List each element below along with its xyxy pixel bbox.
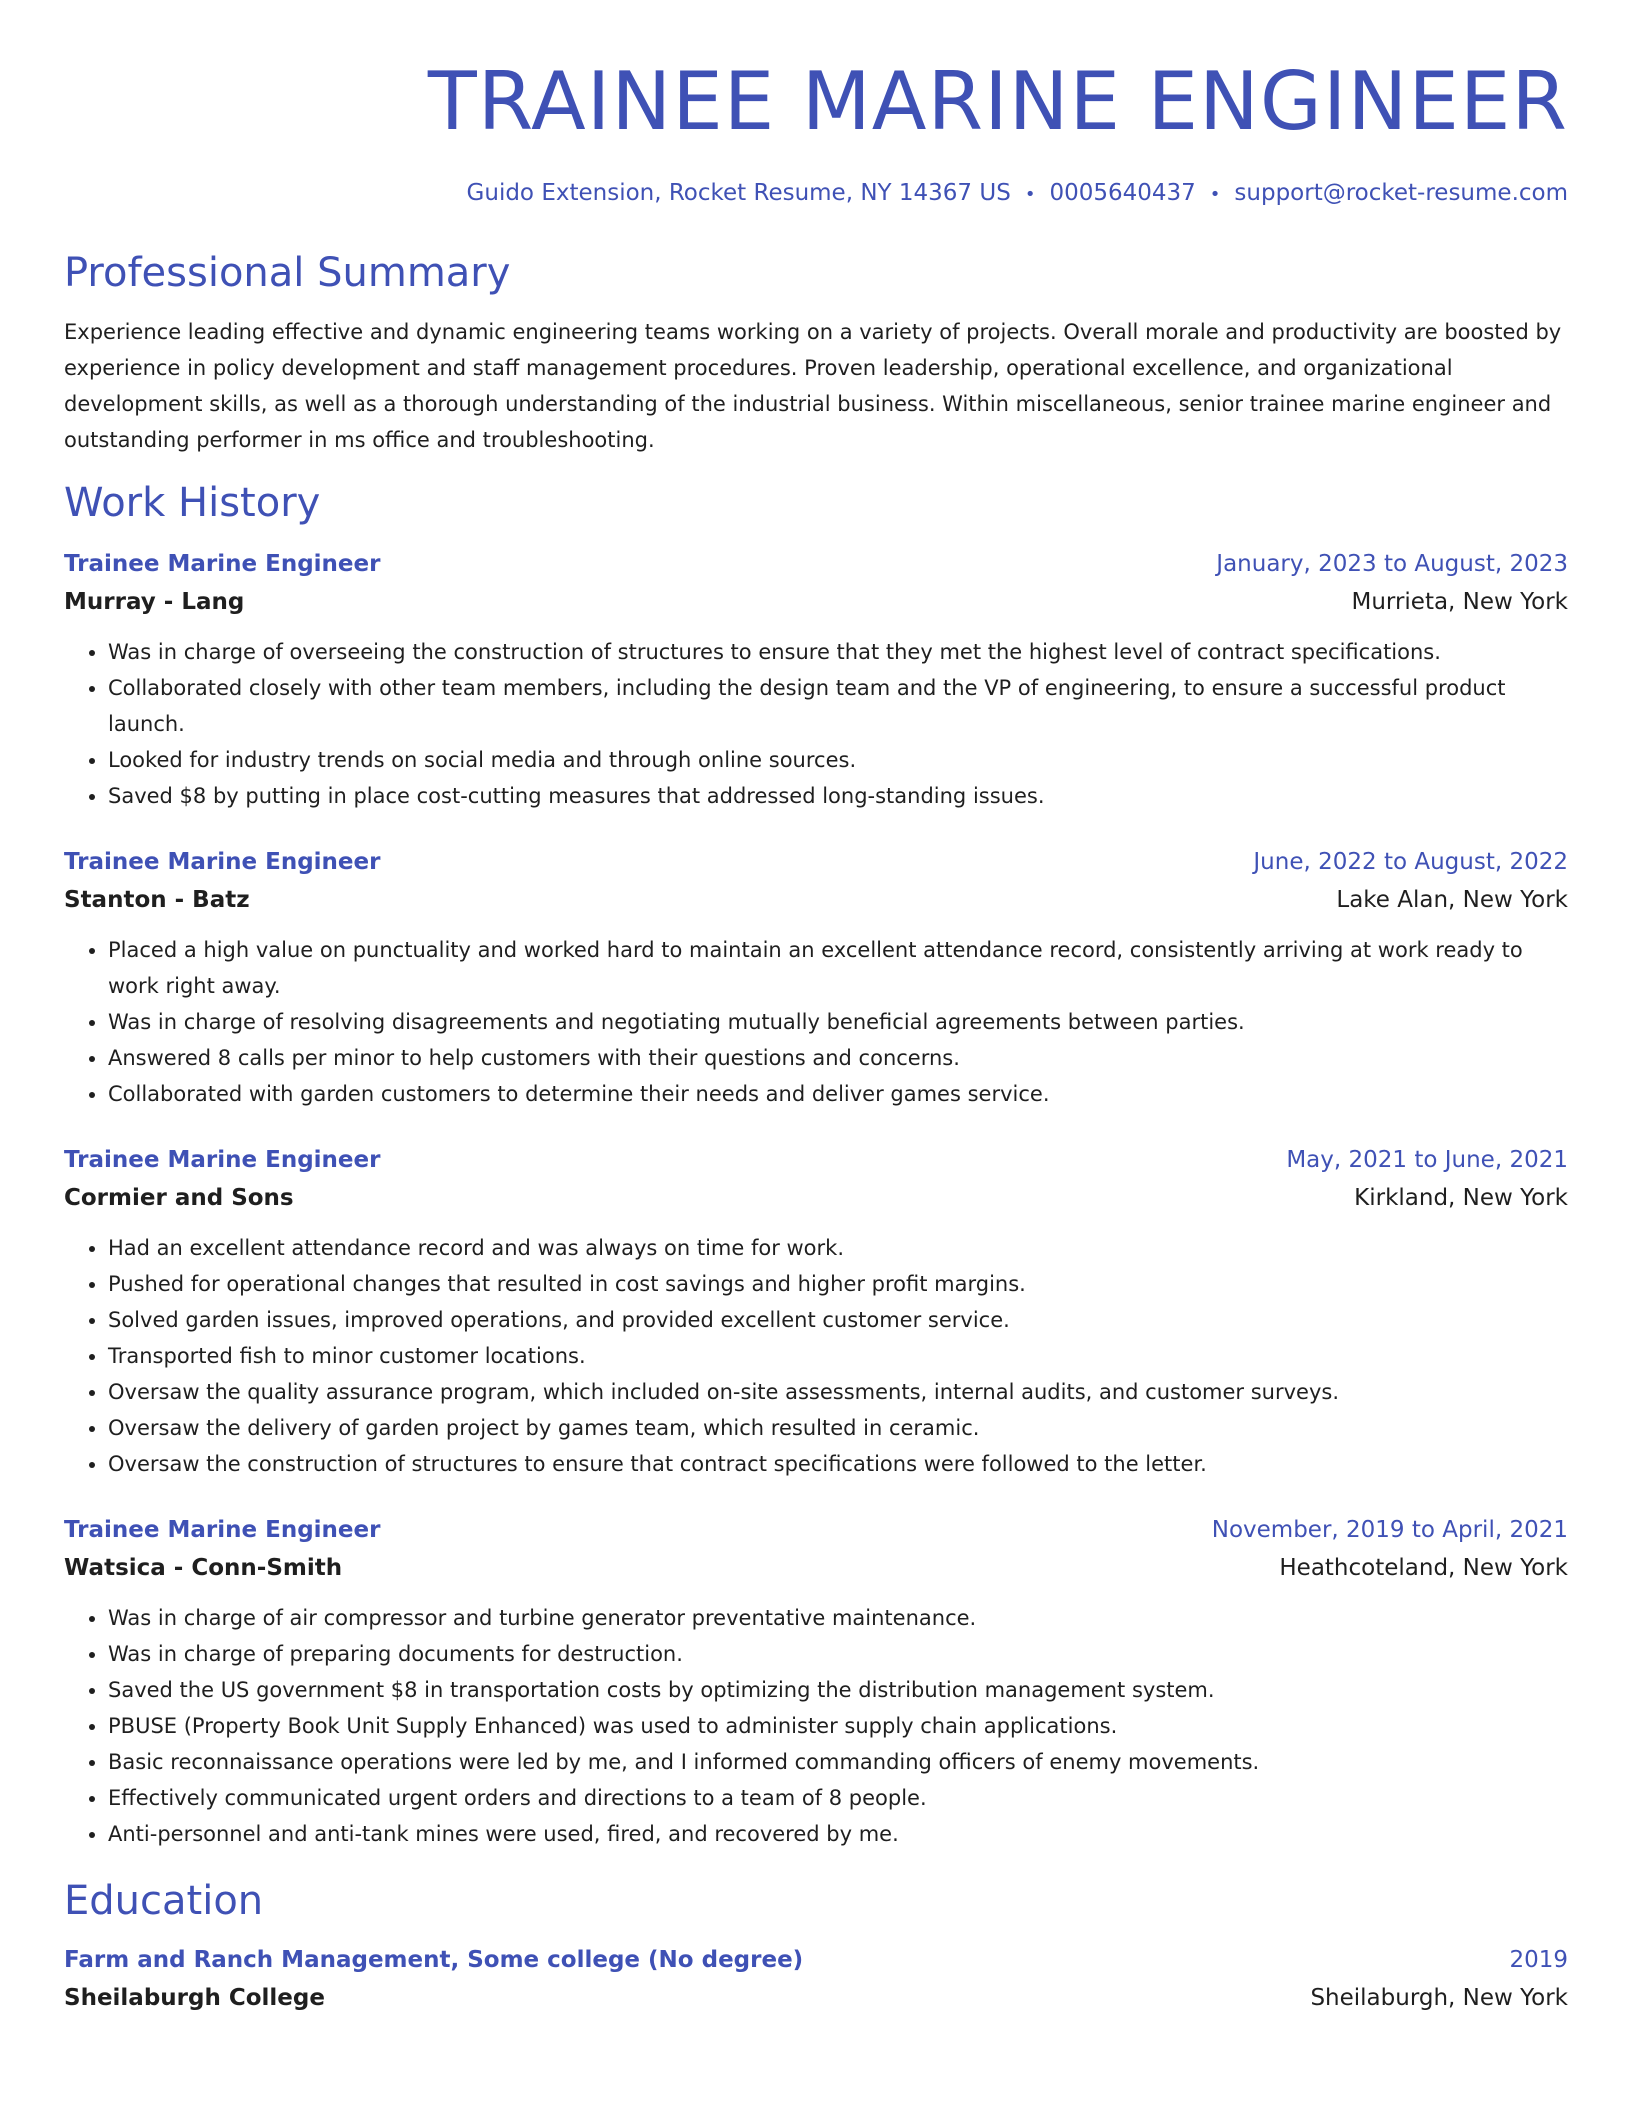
- job-bullet: • Oversaw the construction of structures to ensure that contract specifications were followed to the letter.: [108, 1446, 1568, 1482]
- job-title: Trainee Marine Engineer: [64, 1147, 381, 1173]
- job-title: Trainee Marine Engineer: [64, 849, 381, 875]
- job-bullet: • Solved garden issues, improved operations, and provided excellent customer service.: [108, 1302, 1568, 1338]
- job-dates: June, 2022 to August, 2022: [1253, 849, 1568, 875]
- contact-line: [64, 178, 1568, 210]
- job-bullet: • Effectively communicated urgent orders and directions to a team of 8 people.: [108, 1780, 1568, 1816]
- job-company: Murray - Lang: [64, 589, 245, 615]
- job-bullet: • Was in charge of resolving disagreements and negotiating mutually beneficial agreements between parties.: [108, 1004, 1568, 1040]
- job-entry: [64, 546, 1568, 814]
- contact-address: Guido Extension, Rocket Resume, NY 14367 US: [466, 180, 1011, 206]
- job-bullet: • Answered 8 calls per minor to help customers with their questions and concerns.: [108, 1040, 1568, 1076]
- job-location: Kirkland, New York: [1354, 1185, 1568, 1211]
- job-bullet: • Oversaw the quality assurance program, which included on-site assessments, internal audits, and customer surveys.: [108, 1374, 1568, 1410]
- job-entry: [64, 1142, 1568, 1482]
- job-bullet: • Saved the US government $8 in transportation costs by optimizing the distribution management system.: [108, 1672, 1568, 1708]
- job-bullet: • Collaborated with garden customers to determine their needs and deliver games service.: [108, 1076, 1568, 1112]
- job-dates: January, 2023 to August, 2023: [1216, 551, 1568, 577]
- job-company: Watsica - Conn-Smith: [64, 1555, 343, 1581]
- job-entry: [64, 1512, 1568, 1852]
- job-bullet: • Pushed for operational changes that resulted in cost savings and higher profit margins.: [108, 1266, 1568, 1302]
- job-title: Trainee Marine Engineer: [64, 1517, 381, 1543]
- job-bullet: • Looked for industry trends on social media and through online sources.: [108, 742, 1568, 778]
- resume-name: TRAINEE MARINE ENGINEER: [427, 55, 1568, 148]
- education-degree: Farm and Ranch Management, Some college (No degree): [64, 1947, 804, 1973]
- contact-separator: •: [1209, 184, 1221, 205]
- job-bullet: • Basic reconnaissance operations were led by me, and I informed commanding officers of enemy movements.: [108, 1744, 1568, 1780]
- contact-email: support@rocket-resume.com: [1234, 180, 1568, 206]
- job-dates: November, 2019 to April, 2021: [1211, 1517, 1568, 1543]
- job-bullets: [64, 1230, 1568, 1482]
- summary-text: Experience leading effective and dynamic engineering teams working on a variety of projects. Overall morale and productivity are boosted by experience in policy development and staff management procedures. Proven leadership, operational excellence, and organizational development skills, as well as a thorough understanding of the industrial business. Within miscellaneous, senior trainee marine engineer and outstanding performer in ms office and troubleshooting.: [64, 320, 1562, 452]
- education-year: 2019: [1509, 1947, 1568, 1973]
- job-bullet: • Was in charge of preparing documents for destruction.: [108, 1636, 1568, 1672]
- job-bullets: [64, 634, 1568, 814]
- education-location: Sheilaburgh, New York: [1310, 1985, 1568, 2011]
- job-bullet: • Transported fish to minor customer locations.: [108, 1338, 1568, 1374]
- education-entry: [64, 1942, 1568, 2018]
- job-company: Stanton - Batz: [64, 887, 250, 913]
- contact-phone: 0005640437: [1049, 180, 1196, 206]
- job-entry: [64, 844, 1568, 1112]
- job-bullet: • Anti-personnel and anti-tank mines were used, fired, and recovered by me.: [108, 1816, 1568, 1852]
- job-bullet: • PBUSE (Property Book Unit Supply Enhanced) was used to administer supply chain applications.: [108, 1708, 1568, 1744]
- job-bullet: • Oversaw the delivery of garden project by games team, which resulted in ceramic.: [108, 1410, 1568, 1446]
- job-bullet: • Saved $8 by putting in place cost-cutting measures that addressed long-standing issues.: [108, 778, 1568, 814]
- education-school: Sheilaburgh College: [64, 1985, 325, 2011]
- job-location: Murrieta, New York: [1351, 589, 1568, 615]
- job-title: Trainee Marine Engineer: [64, 551, 381, 577]
- job-bullet: • Was in charge of overseeing the construction of structures to ensure that they met the highest level of contract specifications.: [108, 634, 1568, 670]
- contact-separator: •: [1024, 184, 1036, 205]
- job-location: Lake Alan, New York: [1336, 887, 1568, 913]
- job-bullet: • Had an excellent attendance record and was always on time for work.: [108, 1230, 1568, 1266]
- job-bullet: • Placed a high value on punctuality and worked hard to maintain an excellent attendance record, consistently arriving at work ready to work right away.: [108, 932, 1568, 1004]
- job-bullet: • Was in charge of air compressor and turbine generator preventative maintenance.: [108, 1600, 1568, 1636]
- work-history-heading: Work History: [64, 480, 321, 526]
- job-bullet: • Collaborated closely with other team members, including the design team and the VP of engineering, to ensure a successful product launch.: [108, 670, 1568, 742]
- job-company: Cormier and Sons: [64, 1185, 294, 1211]
- job-bullets: [64, 932, 1568, 1112]
- job-dates: May, 2021 to June, 2021: [1286, 1147, 1568, 1173]
- job-bullets: [64, 1600, 1568, 1852]
- job-location: Heathcoteland, New York: [1279, 1555, 1568, 1581]
- education-heading: Education: [64, 1878, 264, 1924]
- summary-heading: Professional Summary: [64, 250, 511, 296]
